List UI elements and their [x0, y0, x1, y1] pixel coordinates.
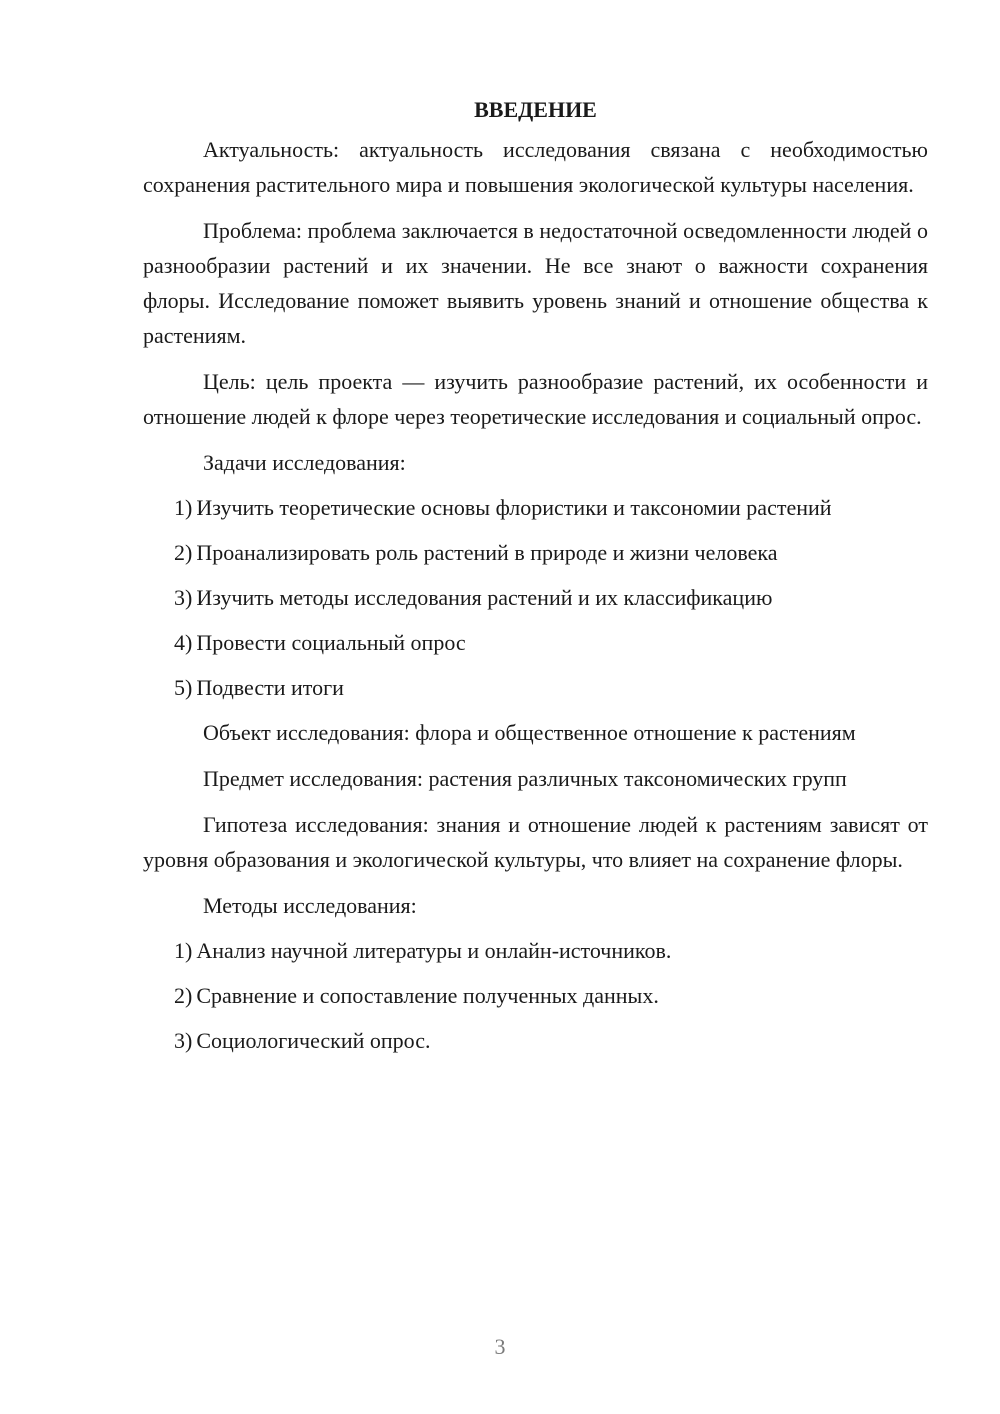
methods-heading: Методы исследования: — [203, 893, 417, 918]
list-item-number: 3) — [174, 1028, 193, 1053]
tasks-list — [143, 490, 928, 705]
list-item — [143, 933, 928, 968]
list-item-text: Изучить теоретические основы флористики и таксономии растений — [196, 495, 832, 520]
list-item — [143, 490, 928, 525]
hypothesis-paragraph: Гипотеза исследования: знания и отношение людей к растениям зависят от уровня образования и экологической культуры, что влияет на сохранение флоры. — [143, 812, 928, 872]
list-item-number: 2) — [174, 983, 193, 1008]
list-item-number: 1) — [174, 495, 193, 520]
list-item-number: 4) — [174, 630, 193, 655]
page-title: ВВЕДЕНИЕ — [474, 97, 597, 122]
list-item-number: 5) — [174, 675, 193, 700]
list-item — [143, 580, 928, 615]
list-item-text: Проанализировать роль растений в природе и жизни человека — [196, 540, 778, 565]
list-item — [143, 978, 928, 1013]
goal-paragraph: Цель: цель проекта — изучить разнообразие растений, их особенности и отношение людей к флоре через теоретические исследования и социальный опрос. — [143, 369, 928, 429]
list-item-number: 3) — [174, 585, 193, 610]
page-number: 3 — [494, 1334, 506, 1359]
list-item-text: Анализ научной литературы и онлайн-источников. — [196, 938, 672, 963]
list-item-text: Подвести итоги — [196, 675, 344, 700]
list-item-text: Провести социальный опрос — [196, 630, 466, 655]
list-item-text: Изучить методы исследования растений и их классификацию — [196, 585, 773, 610]
problem-paragraph: Проблема: проблема заключается в недостаточной осведомленности людей о разнообразии растений и их значении. Не все знают о важности сохранения флоры. Исследование поможет выявить уровень знаний и отношение общества к растениям. — [143, 218, 928, 348]
list-item — [143, 625, 928, 660]
list-item — [143, 535, 928, 570]
list-item-number: 1) — [174, 938, 193, 963]
subject-paragraph: Предмет исследования: растения различных таксономических групп — [203, 766, 847, 791]
list-item-text: Сравнение и сопоставление полученных данных. — [196, 983, 659, 1008]
tasks-heading: Задачи исследования: — [203, 450, 406, 475]
list-item-text: Социологический опрос. — [196, 1028, 431, 1053]
methods-list — [143, 933, 928, 1058]
list-item — [143, 1023, 928, 1058]
document-page — [143, 92, 928, 1068]
object-paragraph: Объект исследования: флора и общественное отношение к растениям — [203, 720, 856, 745]
relevance-paragraph: Актуальность: актуальность исследования связана с необходимостью сохранения растительного мира и повышения экологической культуры населения. — [143, 137, 928, 197]
list-item — [143, 670, 928, 705]
list-item-number: 2) — [174, 540, 193, 565]
